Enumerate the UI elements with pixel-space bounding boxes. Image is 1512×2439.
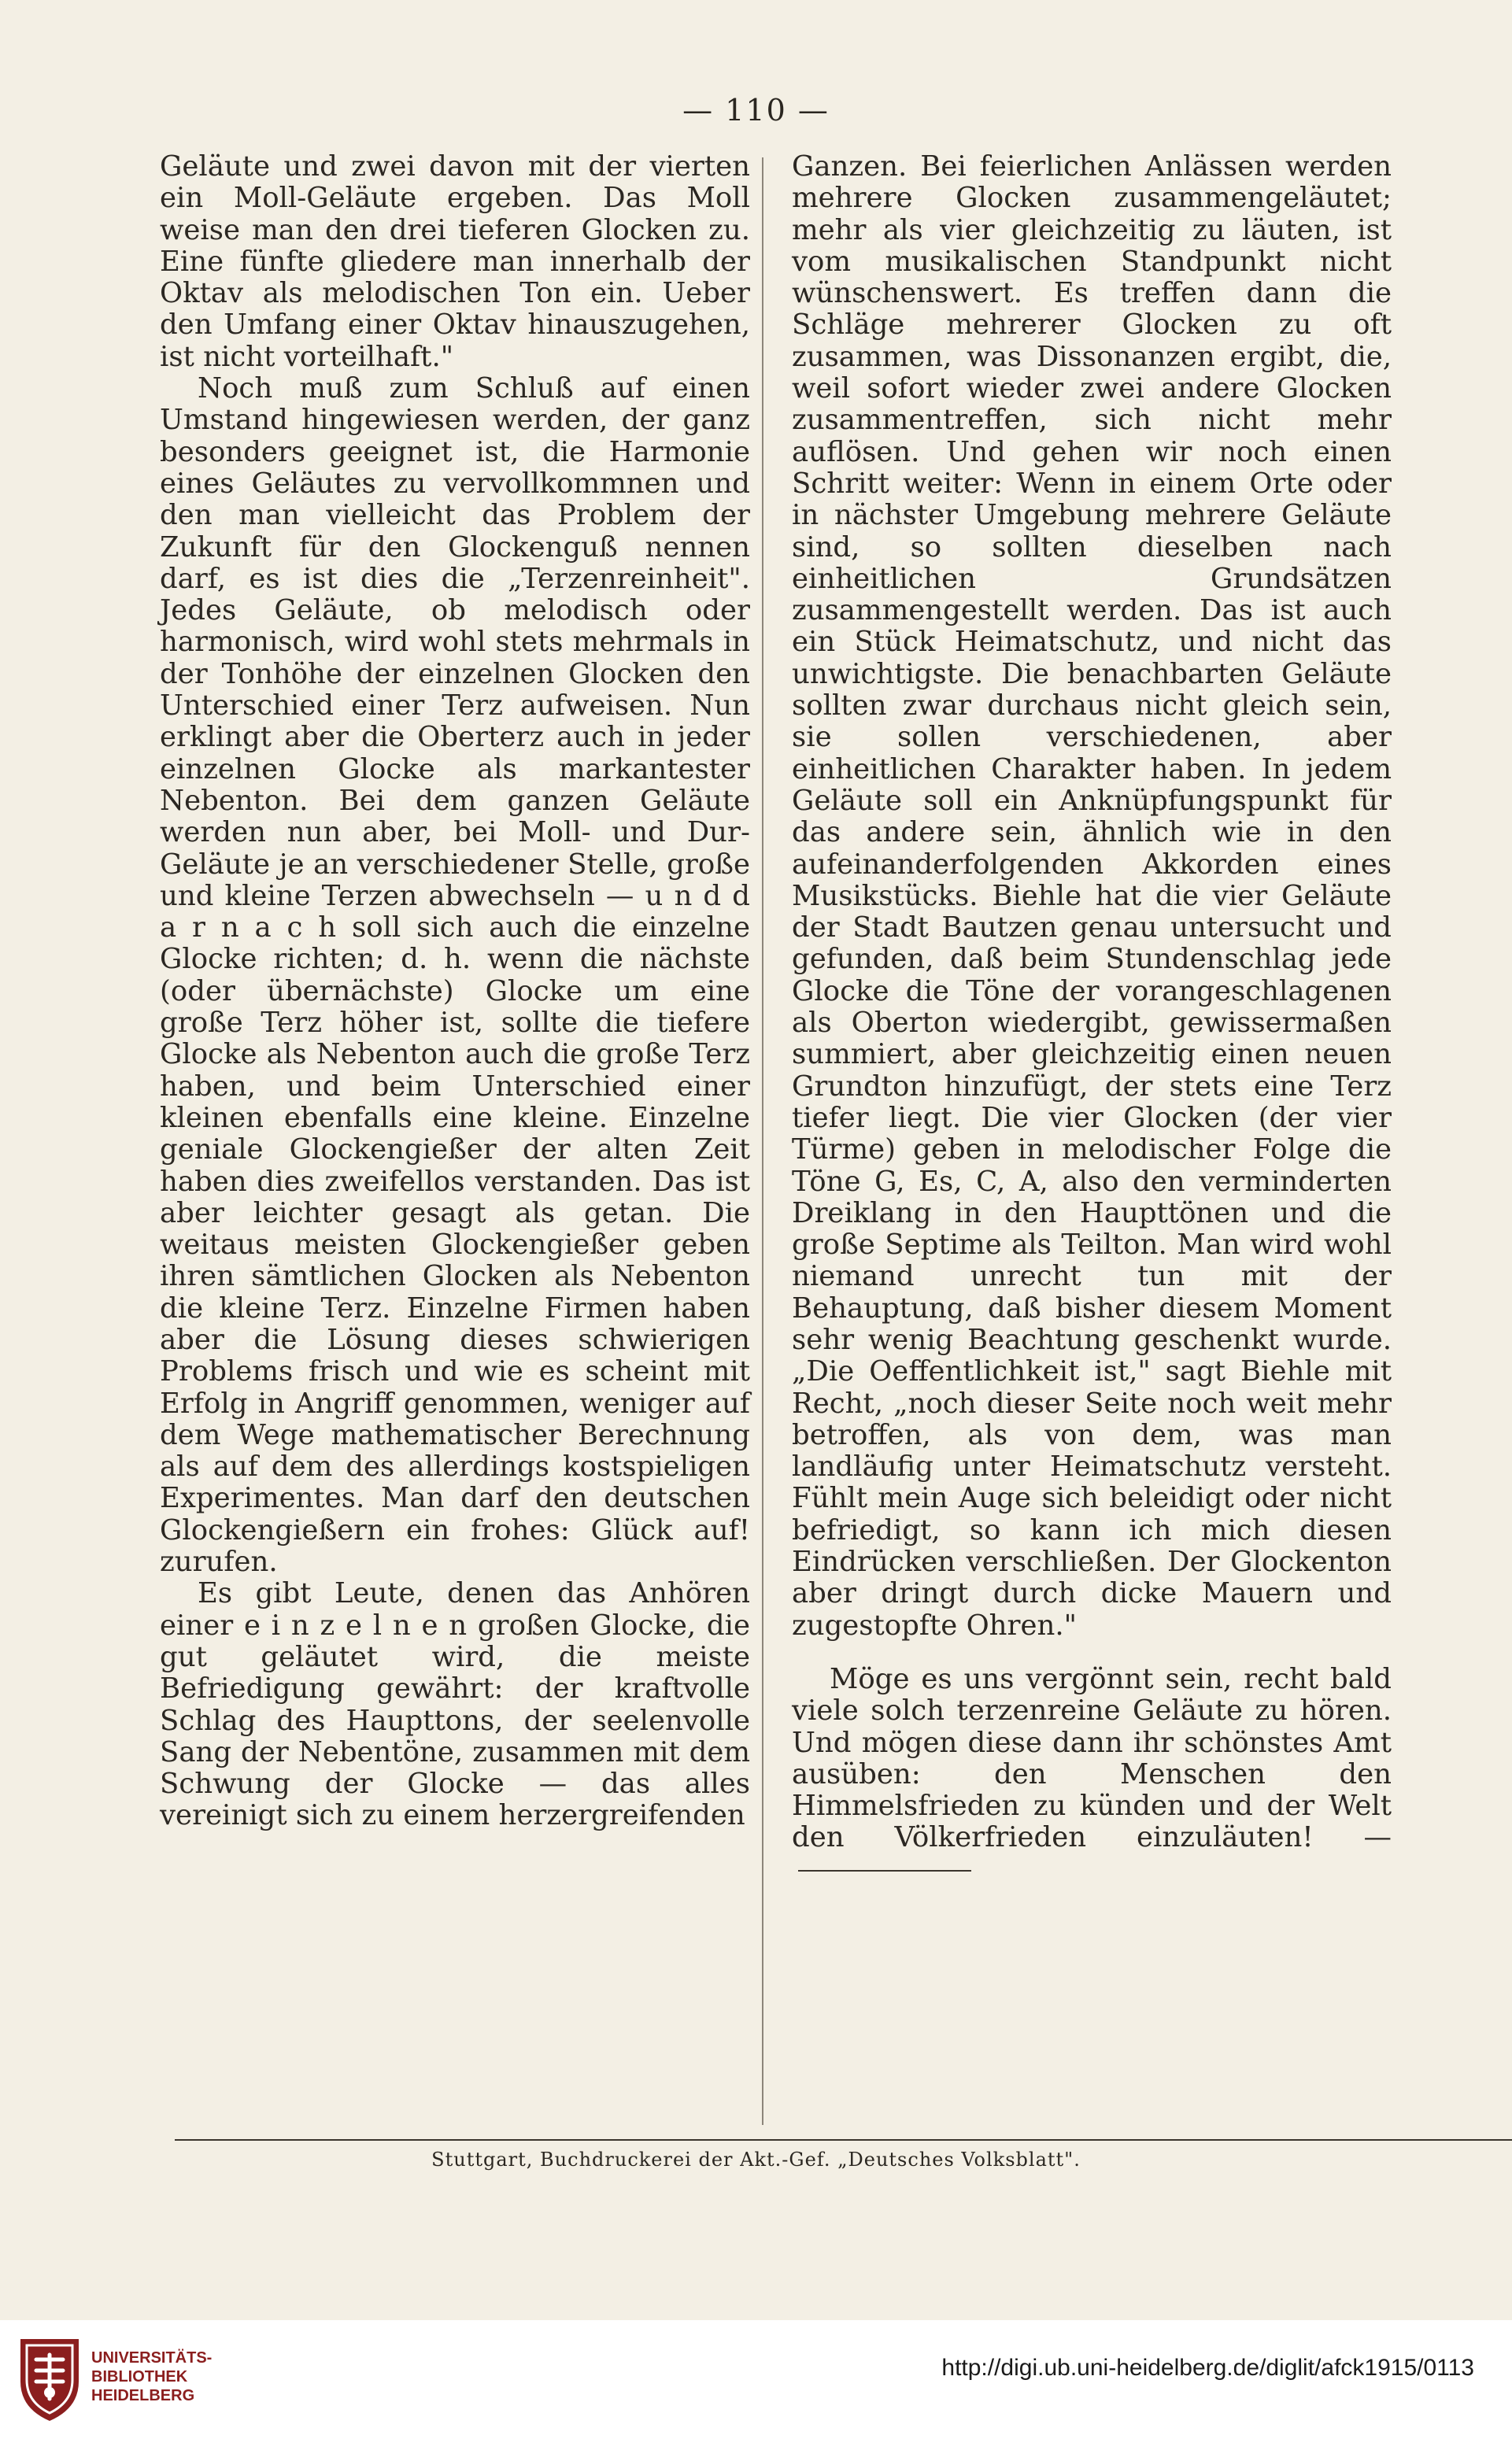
page-number: — 110 — <box>682 93 830 127</box>
column-divider <box>762 157 763 2125</box>
right-column <box>792 151 1392 1886</box>
left-paragraph-3: Es gibt Leute, denen das Anhören einer e i n z e l n e n großen Glocke, die gut geläutet wird, die meiste Befriedigung gewährt: der kraftvolle Schlag des Haupttons, der seelenvolle Sang der Nebentöne, zusammen mit dem Schwung der Glocke — das alles vereinigt sich zu einem herzergreifenden <box>160 1577 750 1832</box>
heidelberg-university-library-logo-icon <box>14 2336 85 2424</box>
left-column <box>160 151 750 1832</box>
printer-colophon: Stuttgart, Buchdruckerei der Akt.-Gef. „Deutsches Volksblatt". <box>431 2149 1081 2171</box>
library-name-line-1: UNIVERSITÄTS- <box>91 2349 213 2367</box>
library-name-line-2: BIBLIOTHEK <box>91 2368 188 2385</box>
right-paragraph-1: Ganzen. Bei feierlichen Anlässen werden mehrere Glocken zusammengeläutet; mehr als vier gleichzeitig zu läuten, ist vom musikalischen Standpunkt nicht wünschenswert. Es treffen dann die Schläge mehrerer Glocken zu oft zusammen, was Dissonanzen ergibt, die, weil sofort wieder zwei andere Glocken zusammentreffen, sich nicht mehr auflösen. Und gehen wir noch einen Schritt weiter: Wenn in einem Orte oder in nächster Umgebung mehrere Geläute sind, so sollten dieselben nach einheitlichen Grundsätzen zusammengestellt werden. Das ist auch ein Stück Heimatschutz, und nicht das unwichtigste. Die benachbarten Geläute sollten zwar durchaus nicht gleich sein, sie sollen verschiedenen, aber einheitlichen Charakter haben. In jedem Geläute soll ein Anknüpfungspunkt für das andere sein, ähnlich wie in den aufeinanderfolgenden Akkorden eines Musikstücks. Biehle hat die vier Geläute der Stadt Bautzen genau untersucht und gefunden, daß beim Stundenschlag jede Glocke die Töne der vorangeschlagenen als Oberton wiedergibt, gewissermaßen summiert, aber gleichzeitig einen neuen Grundton hinzufügt, der stets eine Terz tiefer liegt. Die vier Glocken (der vier Türme) geben in melodischer Folge die Töne G, Es, C, A, also den verminderten Dreiklang in den Haupttönen und die große Septime als Teilton. Man wird wohl niemand unrecht tun mit der Behauptung, daß bisher diesem Moment sehr wenig Beachtung geschenkt wurde. „Die Oeffentlichkeit ist," sagt Biehle mit Recht, „noch dieser Seite noch weit mehr betroffen, als von dem, was man landläufig unter Heimatschutz versteht. Fühlt mein Auge sich beleidigt oder nicht befriedigt, so kann ich mich diesen Eindrücken verschließen. Der Glockenton aber dringt durch dicke Mauern und zugestopfte Ohren." <box>792 150 1392 1642</box>
right-paragraph-2 <box>792 1664 1392 1886</box>
bottom-rule <box>175 2139 1512 2141</box>
closing-rule <box>798 1870 971 1872</box>
library-name <box>91 2348 212 2405</box>
source-url-link[interactable]: http://digi.ub.uni-heidelberg.de/diglit/afck1915/0113 <box>941 2355 1474 2381</box>
library-name-line-3: HEIDELBERG <box>91 2387 195 2404</box>
left-paragraph-2: Noch muß zum Schluß auf einen Umstand hingewiesen werden, der ganz besonders geeignet ist, die Harmonie eines Geläutes zu vervollkommnen und den man vielleicht das Problem der Zukunft für den Glockenguß nennen darf, es ist dies die „Terzenreinheit". Jedes Geläute, ob melodisch oder harmonisch, wird wohl stets mehrmals in der Tonhöhe der einzelnen Glocken den Unterschied einer Terz aufweisen. Nun erklingt aber die Oberterz auch in jeder einzelnen Glocke als markantester Nebenton. Bei dem ganzen Geläute werden nun aber, bei Moll- und Dur-Geläute je an verschiedener Stelle, große und kleine Terzen abwechseln — u n d d a r n a c h soll sich auch die einzelne Glocke richten; d. h. wenn die nächste (oder übernächste) Glocke um eine große Terz höher ist, sollte die tiefere Glocke als Nebenton auch die große Terz haben, und beim Unterschied einer kleinen ebenfalls eine kleine. Einzelne geniale Glockengießer der alten Zeit haben dies zweifellos verstanden. Das ist aber leichter gesagt als getan. Die weitaus meisten Glockengießer geben ihren sämtlichen Glocken als Nebenton die kleine Terz. Einzelne Firmen haben aber die Lösung dieses schwierigen Problems frisch und wie es scheint mit Erfolg in Angriff genommen, weniger auf dem Wege mathematischer Berechnung als auf dem des allerdings kostspieligen Experimentes. Man darf den deutschen Glockengießern ein frohes: Glück auf! zurufen. <box>160 372 750 1579</box>
left-paragraph-1: Geläute und zwei davon mit der vierten ein Moll-Geläute ergeben. Das Moll weise man den drei tieferen Glocken zu. Eine fünfte gliedere man innerhalb der Oktav als melodischen Ton ein. Ueber den Umfang einer Oktav hinauszugehen, ist nicht vorteilhaft." <box>160 150 750 373</box>
right-paragraph-2-text: Möge es uns vergönnt sein, recht bald viele solch terzenreine Geläute zu hören. Und mögen diese dann ihr schönstes Amt ausüben: den Menschen den Himmelsfrieden zu künden und der Welt den Völkerfrieden einzuläuten! — <box>792 1662 1392 1854</box>
